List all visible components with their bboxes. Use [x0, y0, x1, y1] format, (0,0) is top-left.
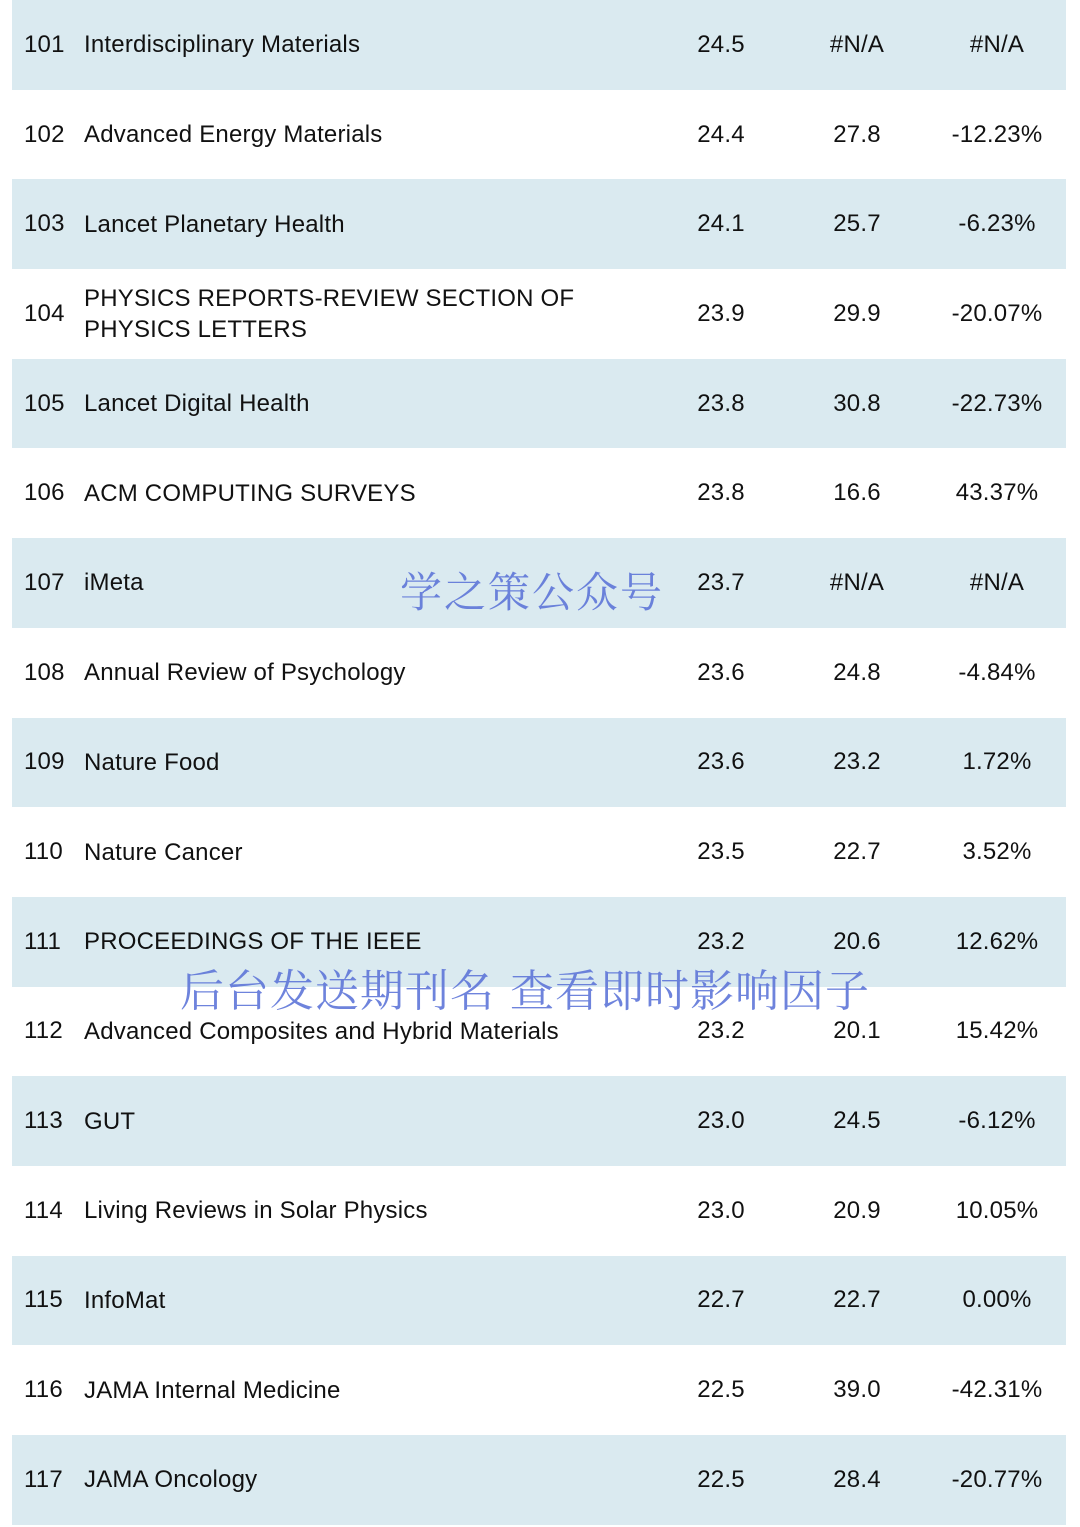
value-cell-1: 23.0 [697, 1107, 745, 1135]
rank-cell: 102 [24, 120, 65, 148]
rank-cell: 108 [24, 658, 65, 686]
value-cell-3: -22.73% [951, 389, 1043, 417]
rank-cell: 116 [24, 1376, 63, 1404]
value-cell-3: 3.52% [962, 838, 1032, 866]
rank-cell: 115 [24, 1286, 63, 1314]
journal-table [12, 0, 1066, 1525]
table-row [12, 718, 1066, 808]
table-row [12, 987, 1066, 1077]
journal-name-cell: InfoMat [84, 1286, 166, 1314]
value-cell-2: 28.4 [833, 1465, 881, 1493]
value-cell-2: 24.8 [833, 658, 881, 686]
table-row [12, 269, 1066, 359]
value-cell-1: 23.2 [697, 1017, 745, 1045]
table-row [12, 0, 1066, 90]
value-cell-3: #N/A [969, 568, 1025, 596]
value-cell-2: 20.9 [833, 1196, 881, 1224]
value-cell-3: -20.07% [951, 299, 1043, 327]
value-cell-1: 24.5 [697, 30, 745, 58]
value-cell-1: 22.5 [697, 1376, 745, 1404]
journal-name-cell: PHYSICS REPORTS-REVIEW SECTION OF PHYSICS LETTERS [84, 284, 575, 343]
table-row [12, 90, 1066, 180]
value-cell-3: 1.72% [962, 748, 1032, 776]
hint-watermark: 后台发送期刊名 查看即时影响因子 [180, 966, 870, 1017]
table-row [12, 1256, 1066, 1346]
value-cell-3: 12.62% [955, 927, 1039, 955]
journal-name-cell: Lancet Digital Health [84, 390, 310, 418]
value-cell-1: 23.2 [697, 927, 745, 955]
value-cell-2: #N/A [829, 30, 885, 58]
value-cell-2: 27.8 [833, 120, 881, 148]
table-row [12, 1166, 1066, 1256]
journal-name-cell: Living Reviews in Solar Physics [84, 1197, 428, 1225]
table-row [12, 897, 1066, 987]
value-cell-3: -4.84% [958, 658, 1036, 686]
table-row [12, 448, 1066, 538]
value-cell-3: 10.05% [955, 1196, 1039, 1224]
journal-name-cell: JAMA Internal Medicine [84, 1376, 341, 1404]
table-row [12, 1345, 1066, 1435]
value-cell-1: 22.7 [697, 1286, 745, 1314]
rank-cell: 109 [24, 748, 65, 776]
journal-name-cell: Advanced Composites and Hybrid Materials [84, 1017, 559, 1045]
table-row [12, 807, 1066, 897]
rank-cell: 113 [24, 1107, 63, 1135]
rank-cell: 107 [24, 568, 65, 596]
value-cell-3: -6.23% [958, 210, 1036, 238]
rank-cell: 114 [24, 1196, 63, 1224]
value-cell-1: 24.4 [697, 120, 745, 148]
value-cell-2: #N/A [829, 568, 885, 596]
journal-name-cell: Nature Cancer [84, 838, 243, 866]
rank-cell: 112 [24, 1017, 63, 1045]
rank-cell: 111 [24, 927, 62, 955]
value-cell-2: 23.2 [833, 748, 881, 776]
value-cell-2: 29.9 [833, 299, 881, 327]
value-cell-2: 24.5 [833, 1107, 881, 1135]
value-cell-1: 22.5 [697, 1465, 745, 1493]
value-cell-2: 39.0 [833, 1376, 881, 1404]
value-cell-1: 23.6 [697, 748, 745, 776]
table-row [12, 628, 1066, 718]
rank-cell: 106 [24, 479, 65, 507]
journal-name-cell: iMeta [84, 569, 144, 597]
table-row [12, 1076, 1066, 1166]
value-cell-3: #N/A [969, 30, 1025, 58]
journal-name-cell: GUT [84, 1107, 136, 1135]
value-cell-1: 24.1 [697, 210, 745, 238]
value-cell-1: 23.7 [697, 568, 745, 596]
journal-name-cell: Advanced Energy Materials [84, 121, 383, 149]
journal-name-cell: PROCEEDINGS OF THE IEEE [84, 928, 422, 956]
value-cell-1: 23.8 [697, 389, 745, 417]
rank-cell: 117 [24, 1465, 63, 1493]
value-cell-1: 23.9 [697, 299, 745, 327]
rank-cell: 110 [24, 838, 63, 866]
value-cell-3: -6.12% [958, 1107, 1036, 1135]
rank-cell: 104 [24, 299, 65, 327]
value-cell-2: 22.7 [833, 838, 881, 866]
value-cell-3: -12.23% [951, 120, 1043, 148]
value-cell-3: 15.42% [955, 1017, 1039, 1045]
journal-name-cell: Interdisciplinary Materials [84, 31, 361, 59]
value-cell-2: 20.1 [833, 1017, 881, 1045]
table-row [12, 359, 1066, 449]
table-row [12, 538, 1066, 628]
value-cell-3: -20.77% [951, 1465, 1043, 1493]
value-cell-3: -42.31% [951, 1376, 1043, 1404]
table-row [12, 179, 1066, 269]
value-cell-1: 23.8 [697, 479, 745, 507]
value-cell-2: 20.6 [833, 927, 881, 955]
value-cell-1: 23.6 [697, 658, 745, 686]
value-cell-1: 23.0 [697, 1196, 745, 1224]
value-cell-3: 43.37% [955, 479, 1039, 507]
rank-cell: 105 [24, 389, 65, 417]
value-cell-2: 25.7 [833, 210, 881, 238]
value-cell-3: 0.00% [962, 1286, 1032, 1314]
value-cell-1: 23.5 [697, 838, 745, 866]
value-cell-2: 16.6 [833, 479, 881, 507]
journal-name-cell: Annual Review of Psychology [84, 659, 406, 687]
value-cell-2: 22.7 [833, 1286, 881, 1314]
journal-name-cell: Lancet Planetary Health [84, 210, 345, 238]
journal-name-cell: JAMA Oncology [84, 1466, 258, 1494]
table-row [12, 1435, 1066, 1525]
value-cell-2: 30.8 [833, 389, 881, 417]
journal-name-cell: Nature Food [84, 748, 220, 776]
account-watermark: 学之策公众号 [400, 568, 665, 617]
rank-cell: 103 [24, 210, 65, 238]
journal-name-cell: ACM COMPUTING SURVEYS [84, 479, 416, 507]
rank-cell: 101 [24, 30, 65, 58]
